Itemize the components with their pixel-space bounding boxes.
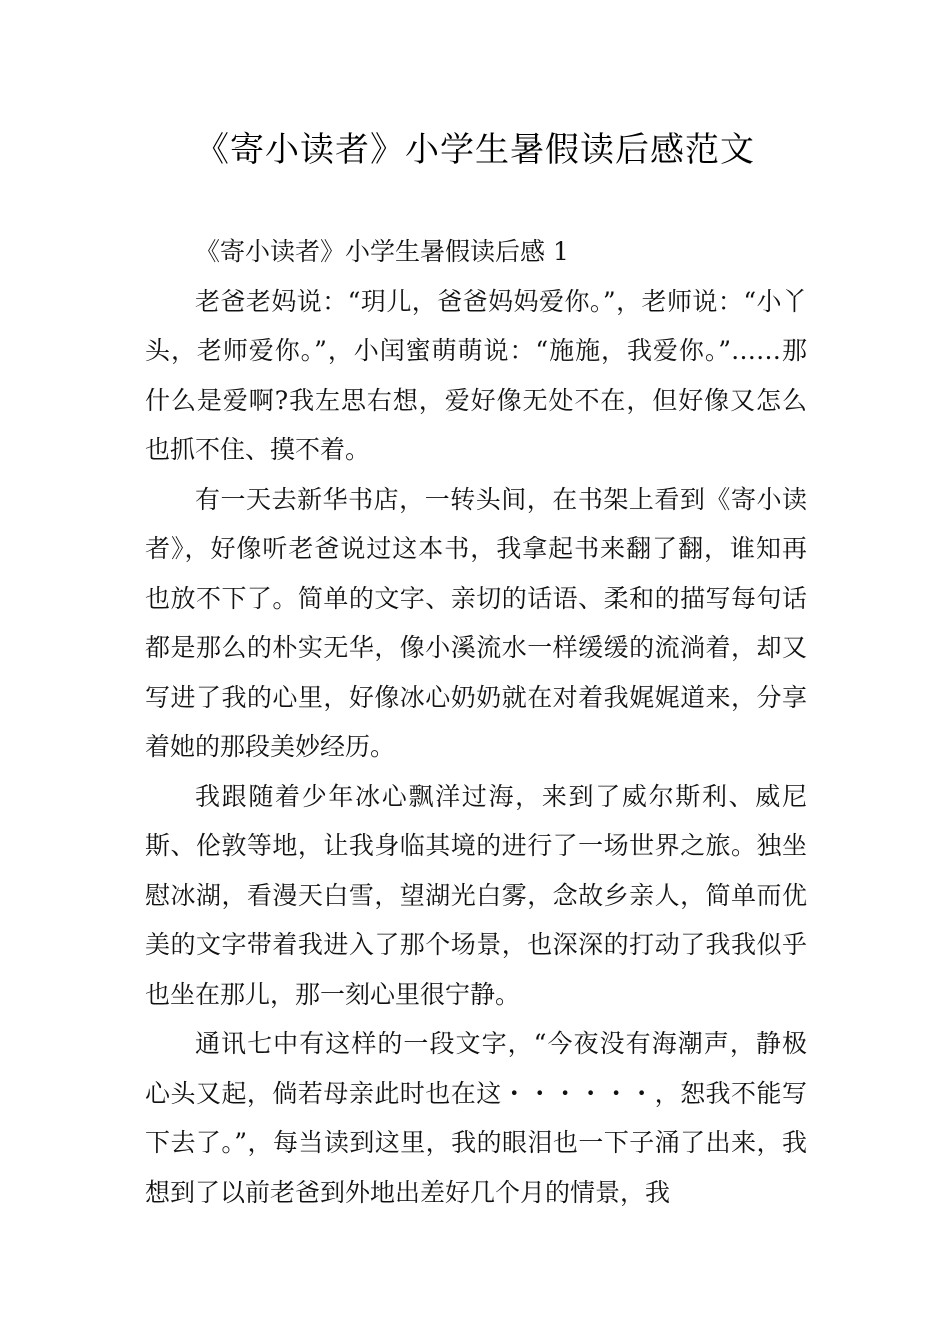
paragraph-2: 有一天去新华书店，一转头间，在书架上看到《寄小读者》，好像听老爸说过这本书，我拿起书来翻了翻，谁知再也放不下了。简单的文字、亲切的话语、柔和的描写每句话都是那么的朴实无华，像小溪流水一样缓缓的流淌着，却又写进了我的心里，好像冰心奶奶就在对着我娓娓道来，分享着她的那段美妙经历。 — [145, 484, 807, 761]
document-body — [145, 227, 807, 1217]
section-subtitle: 《寄小读者》小学生暑假读后感 1 — [195, 237, 569, 266]
paragraph-4: 通讯七中有这样的一段文字，“今夜没有海潮声，静极心头又起，倘若母亲此时也在这・・・・・・，恕我不能写下去了。”，每当读到这里，我的眼泪也一下子涌了出来，我想到了以前老爸到外地出差好几个月的情景，我 — [145, 1029, 807, 1207]
paragraph-1: 老爸老妈说：“玥儿，爸爸妈妈爱你。”，老师说：“小丫头，老师爱你。”，小闰蜜萌萌说：“施施，我爱你。”……那什么是爱啊?我左思右想，爱好像无处不在，但好像又怎么也抓不住、摸不着。 — [145, 286, 807, 464]
document-title: 《寄小读者》小学生暑假读后感范文 — [195, 130, 755, 170]
paragraph-3: 我跟随着少年冰心飘洋过海，来到了威尔斯利、威尼斯、伦敦等地，让我身临其境的进行了一场世界之旅。独坐慰冰湖，看漫天白雪，望湖光白雾，念故乡亲人，简单而优美的文字带着我进入了那个场景，也深深的打动了我我似乎也坐在那儿，那一刻心里很宁静。 — [145, 781, 807, 1009]
